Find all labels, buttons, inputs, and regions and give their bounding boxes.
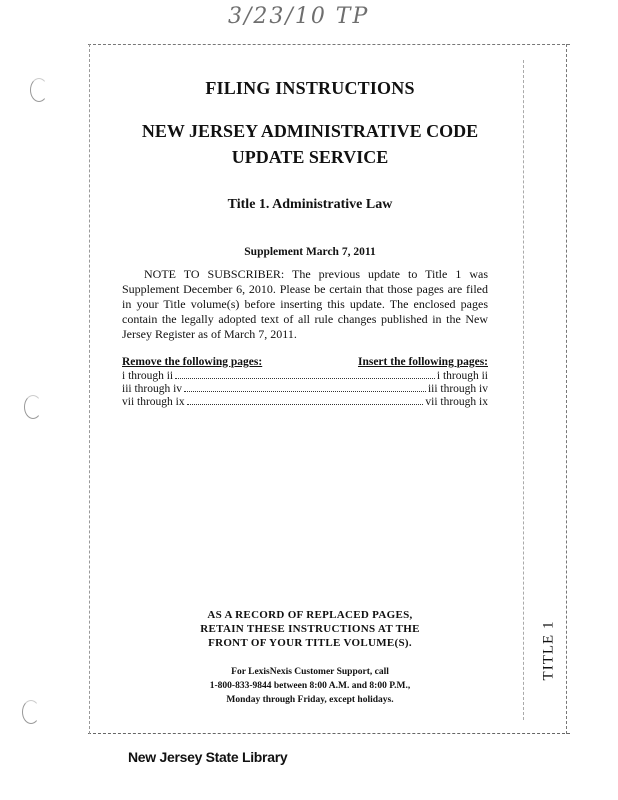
library-stamp: New Jersey State Library — [128, 749, 288, 765]
page-frame-left — [89, 44, 90, 734]
insert-range: iii through iv — [427, 383, 488, 395]
support-line-2: 1-800-833-9844 between 8:00 A.M. and 8:00 P.M., — [209, 681, 411, 691]
punch-hole-bottom — [22, 700, 40, 724]
record-notice-line-2: RETAIN THESE INSTRUCTIONS AT THE — [200, 623, 420, 635]
table-row — [122, 370, 488, 383]
remove-pages-header: Remove the following pages: — [122, 356, 263, 368]
code-title — [100, 118, 520, 170]
code-title-line-2: UPDATE SERVICE — [231, 147, 389, 167]
record-notice-line-3: FRONT OF YOUR TITLE VOLUME(S). — [208, 637, 412, 649]
record-notice — [180, 608, 440, 650]
punch-hole-middle — [24, 395, 42, 419]
dot-leader — [184, 390, 426, 392]
insert-range: vii through ix — [425, 396, 488, 408]
customer-support-info — [160, 665, 460, 707]
record-notice-line-1: AS A RECORD OF REPLACED PAGES, — [207, 609, 413, 621]
remove-range: vii through ix — [122, 396, 185, 408]
insert-range: i through ii — [436, 370, 488, 382]
title-name: Title 1. Administrative Law — [227, 197, 393, 212]
supplement-date: Supplement March 7, 2011 — [244, 246, 376, 258]
punch-hole-top — [30, 78, 48, 102]
page-frame-top — [88, 44, 570, 45]
page-heading: FILING INSTRUCTIONS — [205, 78, 415, 98]
remove-range: iii through iv — [122, 383, 183, 395]
support-line-3: Monday through Friday, except holidays. — [226, 695, 394, 705]
table-row — [122, 383, 488, 396]
remove-range: i through ii — [122, 370, 174, 382]
handwritten-date-note: 3/23/10 TP — [228, 4, 370, 29]
pages-table-header — [122, 356, 488, 370]
page-frame-bottom — [88, 733, 570, 734]
page-frame-right — [566, 44, 567, 734]
support-line-1: For LexisNexis Customer Support, call — [231, 667, 389, 677]
dot-leader — [175, 377, 435, 379]
spine-tab — [538, 620, 560, 680]
insert-pages-header: Insert the following pages: — [357, 356, 488, 368]
spine-tab-label: TITLE 1 — [540, 620, 557, 680]
tab-divider-line — [523, 60, 524, 720]
subscriber-note: NOTE TO SUBSCRIBER: The previous update to Title 1 was Supplement December 6, 2010. Please be certain that those pages are filed in your Title volume(s) before inserting this update. The enclosed pages contain the legally adopted text of all rule changes published in the New Jersey Register as of March 7, 2011. — [122, 267, 488, 341]
dot-leader — [187, 403, 424, 405]
pages-table — [122, 356, 488, 409]
code-title-line-1: NEW JERSEY ADMINISTRATIVE CODE — [141, 121, 479, 141]
table-row — [122, 396, 488, 409]
